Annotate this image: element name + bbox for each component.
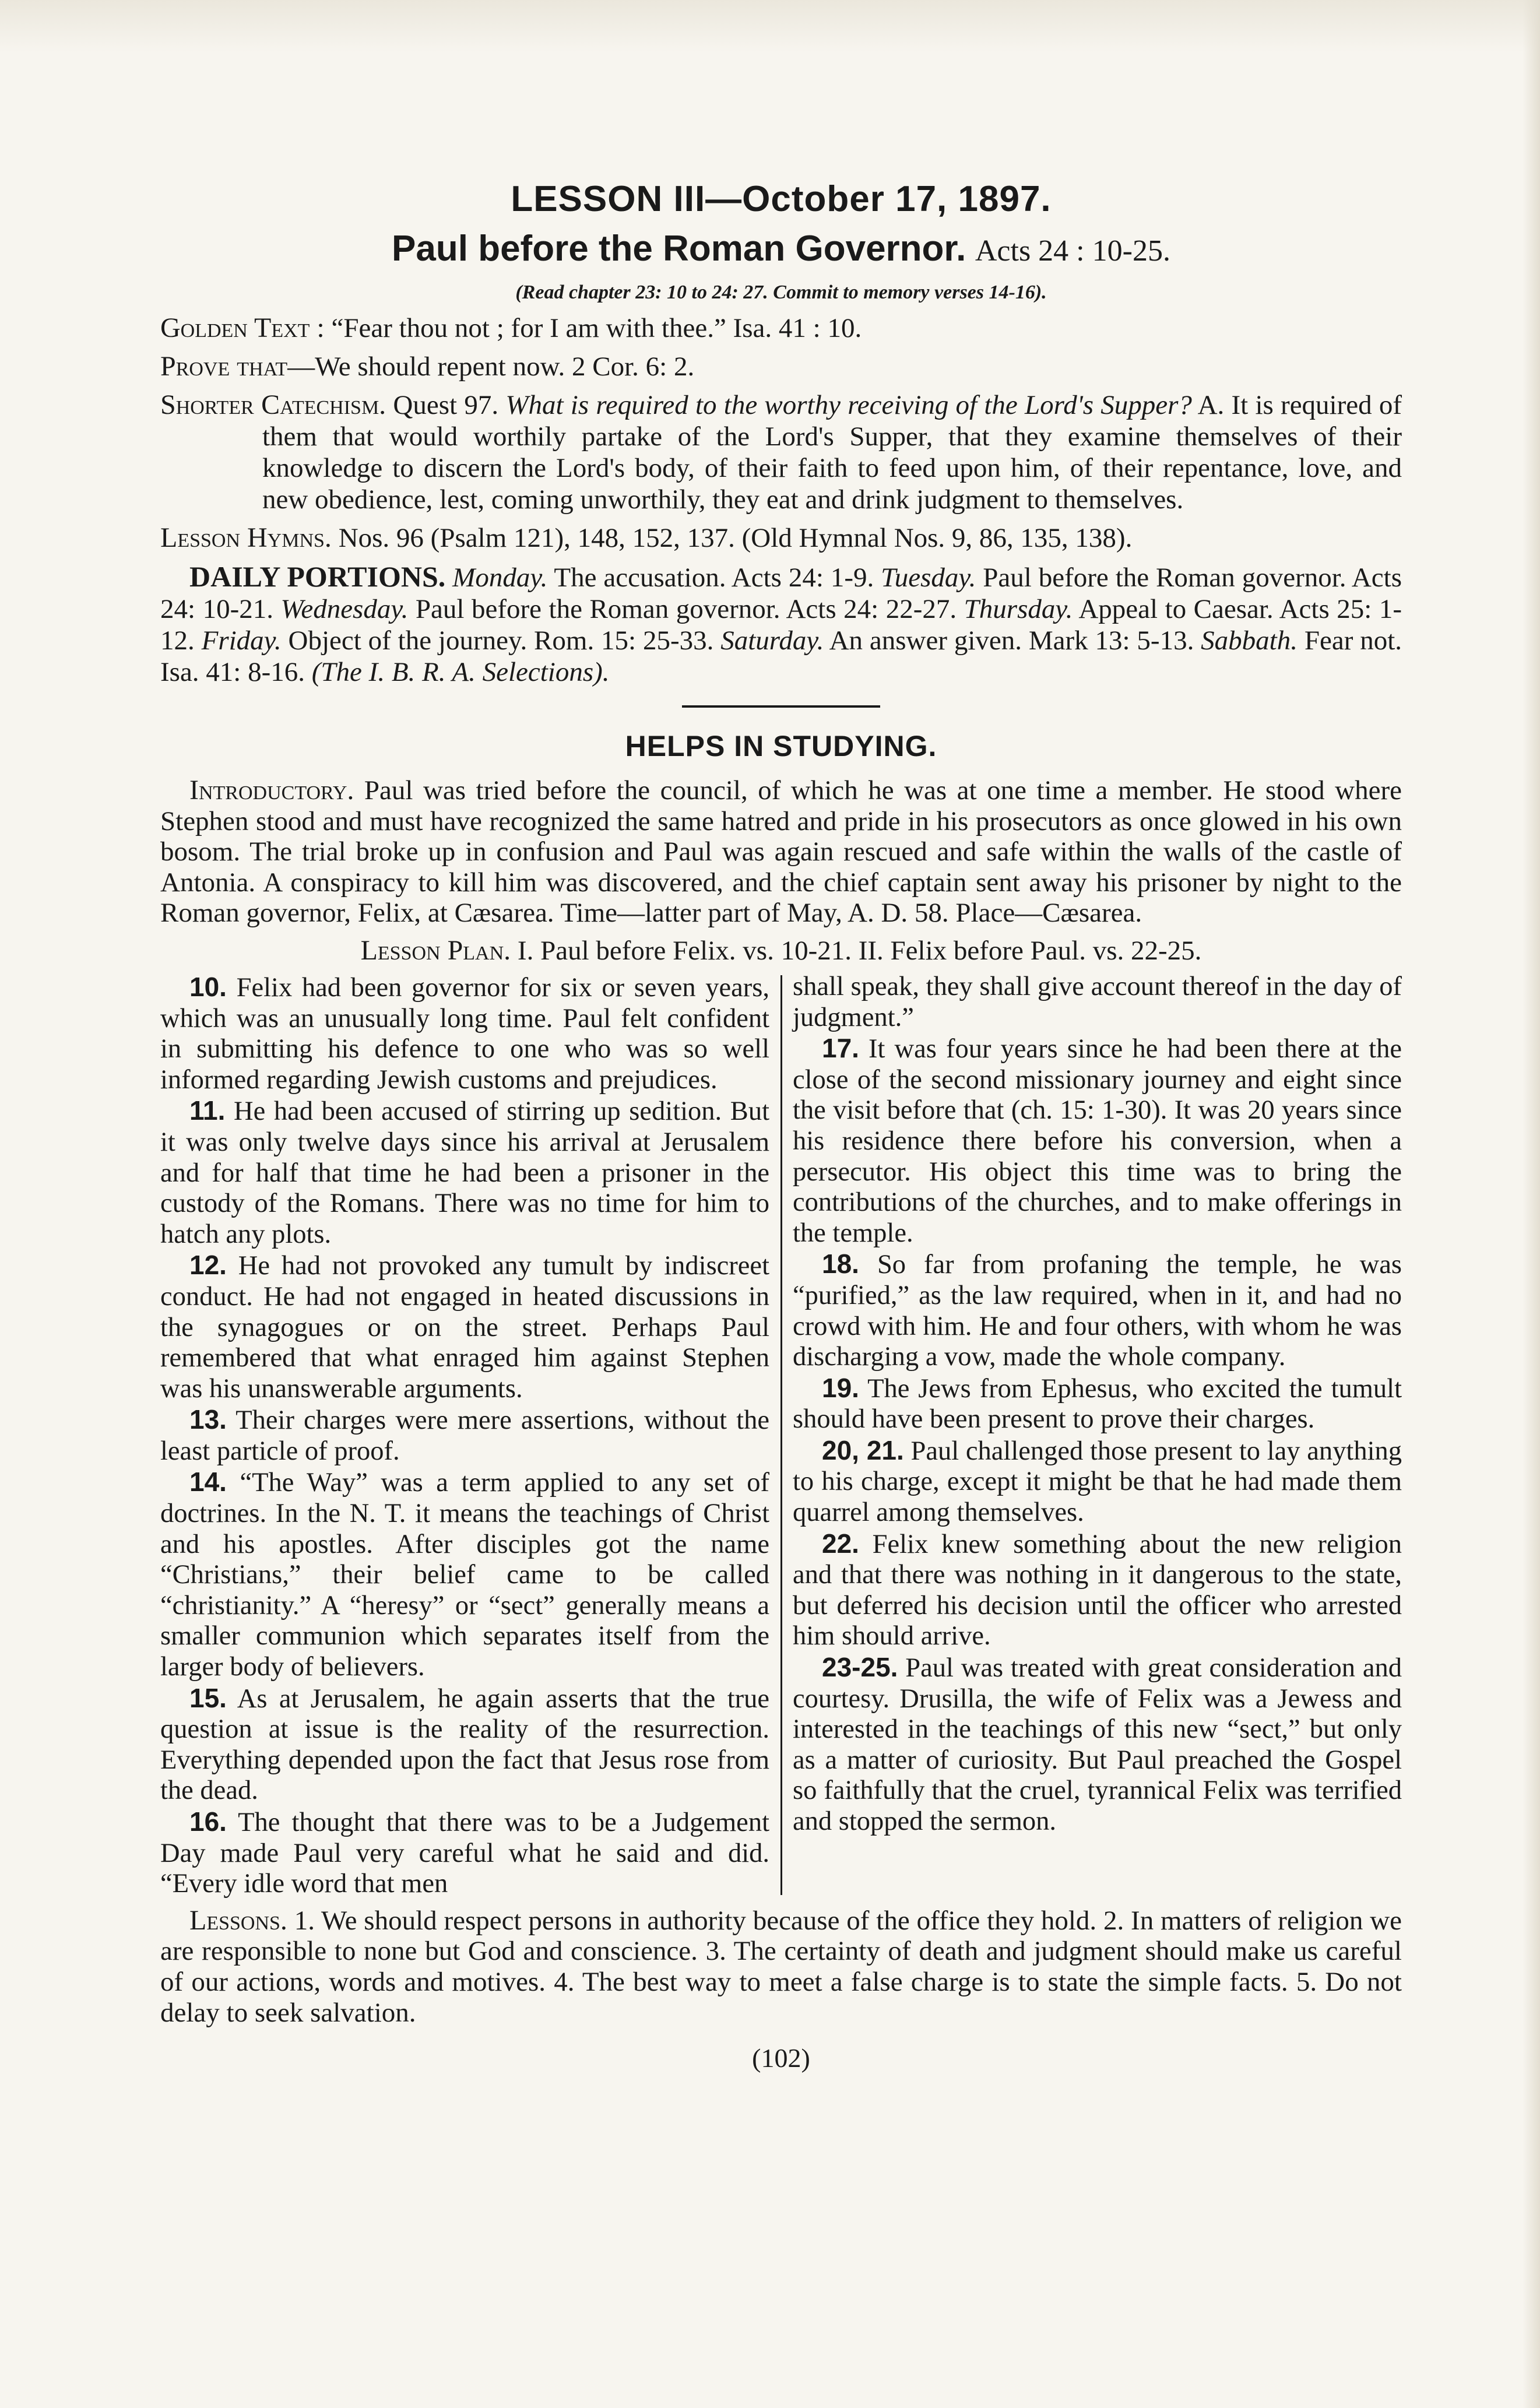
shorter-catechism	[160, 389, 1402, 515]
verse-number: 14.	[189, 1467, 227, 1497]
column-divider	[780, 975, 782, 1895]
verse-note	[793, 1435, 1402, 1528]
page-edge-shadow	[0, 0, 1540, 52]
section-divider	[682, 705, 880, 708]
verse-number: 11.	[189, 1095, 226, 1126]
verse-note-text: It was four years since he had been there at the close of the second missionary journey and eight since the visit before that (ch. 15: 1-30). It was 20 years since his residence there before his conversion, when a persecutor. His object this time was to bring the contributions of the churches, and to make offerings in the temple.	[793, 1034, 1402, 1248]
daily-thursday: Thursday.	[964, 594, 1073, 624]
catechism-label: Shorter Catechism.	[160, 389, 386, 420]
verse-note	[793, 1652, 1402, 1837]
lesson-hymns	[160, 522, 1402, 554]
daily-tuesday-text: Paul before the Roman governor. Acts 24: 10-21.	[160, 563, 1402, 624]
lesson-title: LESSON III—October 17, 1897.	[511, 179, 1052, 219]
daily-sabbath: Sabbath.	[1201, 625, 1298, 656]
verse-note-text: Felix knew something about the new religion and that there was nothing in it dangerous to the state, but deferred his decision until the officer who arrested him should arrive.	[793, 1529, 1402, 1651]
verse-number: 19.	[822, 1372, 859, 1403]
daily-thursday-text: Appeal to Caesar. Acts 25: 1-12.	[160, 594, 1402, 656]
catechism-quest: Quest 97.	[386, 390, 506, 420]
verse-note-text: “The Way” was a term applied to any set of doctrines. In the N. T. it means the teachings of Christ and his apostles. After disciples got the name “Christians,” their belief came to be called “christianity.” A “heresy” or “sect” generally means a smaller communion which separates itself from the larger body of believers.	[160, 1468, 769, 1682]
daily-portions	[160, 561, 1402, 688]
lesson-plan-label: Lesson Plan.	[360, 934, 511, 966]
notes-column-right	[793, 972, 1402, 1900]
lesson-reference: Acts 24 : 10-25.	[975, 234, 1170, 268]
verse-note-text: He had not provoked any tumult by indiscreet conduct. He had not engaged in heated discussions in the synagogues or on the street. Perhaps Paul remembered that what enraged him against Stephen was his unanswerable arguments.	[160, 1251, 769, 1404]
verse-number: 23-25.	[822, 1652, 898, 1683]
golden-text-label: Golden Text :	[160, 312, 325, 343]
verse-note	[160, 1095, 769, 1250]
prove-that	[160, 351, 1402, 382]
hymns-body: Nos. 96 (Psalm 121), 148, 152, 137. (Old Hymnal Nos. 9, 86, 135, 138).	[331, 523, 1133, 553]
page-content	[160, 175, 1402, 2076]
verse-number: 10.	[189, 971, 227, 1002]
lesson-subject: Paul before the Roman Governor.	[392, 229, 966, 269]
verse-note-text: Felix had been governor for six or seven years, which was an unusually long time. Paul felt confident in submitting his defence to one who was so well informed regarding Jewish customs and prejudices.	[160, 972, 769, 1095]
daily-selections: (The I. B. R. A. Selections).	[311, 657, 610, 687]
verse-number: 18.	[822, 1249, 859, 1279]
verse-number: 13.	[189, 1404, 227, 1435]
verse-note	[160, 1404, 769, 1467]
prove-that-body: —We should repent now. 2 Cor. 6: 2.	[287, 351, 695, 382]
daily-friday-text: Object of the journey. Rom. 15: 25-33.	[281, 625, 721, 656]
verse-number: 22.	[822, 1528, 859, 1559]
verse-note	[793, 1033, 1402, 1249]
catechism-question: What is required to the worthy receiving of the Lord's Supper?	[505, 390, 1192, 420]
prove-that-label: Prove that	[160, 351, 288, 382]
daily-saturday-text: An answer given. Mark 13: 5-13.	[824, 625, 1201, 656]
golden-text-body: “Fear thou not ; for I am with thee.” Isa. 41 : 10.	[324, 313, 862, 343]
daily-sabbath-text: Fear not. Isa. 41: 8-16.	[160, 625, 1402, 687]
introductory-paragraph	[160, 775, 1402, 929]
daily-monday-text: The accusation. Acts 24: 1-9.	[547, 563, 881, 593]
notes-column-left	[160, 972, 769, 1900]
verse-note	[793, 1373, 1402, 1435]
daily-portions-label: DAILY PORTIONS.	[189, 560, 446, 593]
verse-note	[793, 1528, 1402, 1652]
verse-note	[160, 1806, 769, 1900]
verse-note	[160, 972, 769, 1095]
note-continuation: shall speak, they shall give account thereof in the day of judgment.”	[793, 971, 1402, 1032]
reading-note: (Read chapter 23: 10 to 24: 27. Commit to memory verses 14-16).	[515, 282, 1047, 303]
verse-note	[793, 1249, 1402, 1372]
page-edge-right	[1523, 0, 1540, 2408]
verse-number: 17.	[822, 1033, 859, 1064]
daily-monday: Monday.	[452, 563, 548, 593]
verse-note-text: The thought that there was to be a Judgement Day made Paul very careful what he said and did. “Every idle word that men	[160, 1808, 769, 1899]
verse-note-text: Their charges were mere assertions, without the least particle of proof.	[160, 1405, 769, 1466]
daily-friday: Friday.	[201, 625, 282, 656]
daily-wednesday-text: Paul before the Roman governor. Acts 24: 22-27.	[408, 594, 964, 624]
verse-note	[160, 1250, 769, 1404]
verse-number: 15.	[189, 1682, 227, 1713]
lessons-label: Lessons.	[189, 1904, 287, 1936]
verse-note-text: He had been accused of stirring up sedition. But it was only twelve days since his arrival at Jerusalem and for half that time he had been a prisoner in the custody of the Romans. There was no time for him to hatch any plots.	[160, 1096, 769, 1249]
lesson-plan-body: I. Paul before Felix. vs. 10-21. II. Felix before Paul. vs. 22-25.	[511, 935, 1202, 966]
introductory-label: Introductory.	[189, 775, 354, 806]
verse-number: 20, 21.	[822, 1435, 904, 1465]
catechism-answer: A. It is required of them that would worthily partake of the Lord's Supper, that they examine themselves of their knowledge to discern the Lord's body, of their faith to feed upon him, of their repentance, love, and new obedience, lest, coming unworthily, they eat and drink judgment to themselves.	[262, 390, 1402, 515]
verse-note-text: The Jews from Ephesus, who excited the tumult should have been present to prove their charges.	[793, 1373, 1402, 1435]
verse-number: 16.	[189, 1806, 227, 1837]
hymns-label: Lesson Hymns.	[160, 522, 332, 553]
verse-note-text: Paul was treated with great consideration and courtesy. Drusilla, the wife of Felix was a Jewess and interested in the teachings of this new “sect,” but only as a matter of curiosity. But Paul preached the Gospel so faithfully that the cruel, tyrannical Felix was terrified and stopped the sermon.	[793, 1653, 1402, 1836]
page-number: (102)	[752, 2043, 810, 2073]
verse-note-text: Paul challenged those present to lay anything to his charge, except it might be that he had made them quarrel among themselves.	[793, 1436, 1402, 1528]
verse-note	[160, 1683, 769, 1806]
introductory-body: Paul was tried before the council, of which he was at one time a member. He stood where Stephen stood and must have recognized the same hatred and pride in his prosecutors as once glowed in his own bosom. The trial broke up in confusion and Paul was again rescued and safe within the walls of the castle of Antonia. A conspiracy to kill him was discovered, and the chief captain sent away his prisoner by night to the Roman governor, Felix, at Cæsarea. Time—latter part of May, A. D. 58. Place—Cæsarea.	[160, 775, 1402, 929]
helps-heading: HELPS IN STUDYING.	[625, 730, 937, 762]
daily-wednesday: Wednesday.	[280, 594, 409, 624]
lesson-subtitle	[160, 224, 1402, 276]
daily-saturday: Saturday.	[720, 625, 824, 656]
lesson-plan	[160, 934, 1402, 967]
lessons-paragraph	[160, 1906, 1402, 2028]
verse-number: 12.	[189, 1250, 227, 1281]
verse-note-text: So far from profaning the temple, he was “purified,” as the law required, when in it, and had no crowd with him. He and four others, with whom he was discharging a vow, made the whole company.	[793, 1250, 1402, 1372]
verse-notes	[160, 972, 1402, 1900]
golden-text	[160, 312, 1402, 344]
verse-note-text: As at Jerusalem, he again asserts that the true question at issue is the reality of the resurrection. Everything depended upon the fact that Jesus rose from the dead.	[160, 1683, 769, 1806]
verse-note	[160, 1467, 769, 1682]
lessons-body: 1. We should respect persons in authority because of the office they hold. 2. In matters of religion we are responsible to none but God and conscience. 3. The certainty of death and judgment should make us careful of our actions, words and motives. 4. The best way to meet a false charge is to state the simple facts. 5. Do not delay to seek salvation.	[160, 1905, 1402, 2028]
daily-tuesday: Tuesday.	[881, 563, 976, 593]
